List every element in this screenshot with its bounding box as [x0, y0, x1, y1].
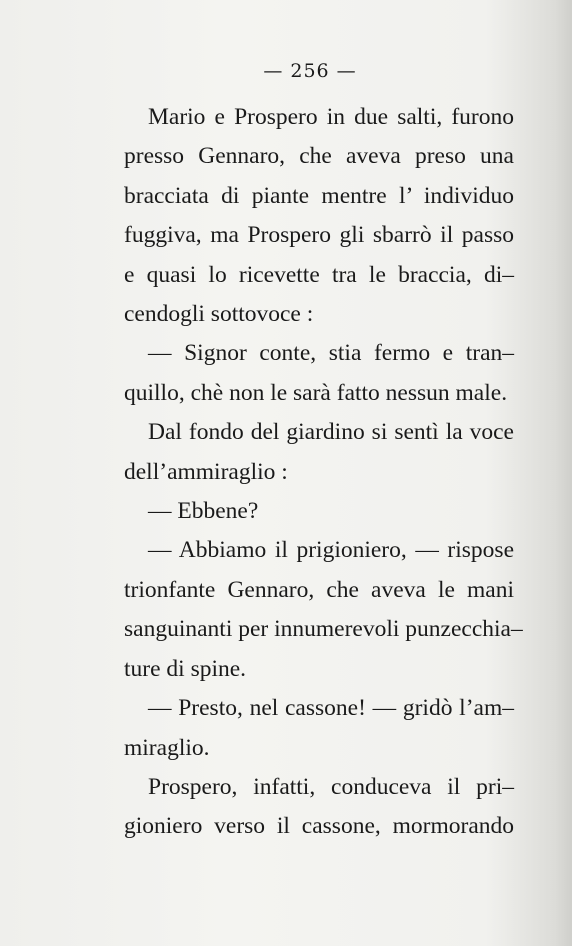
- text-line: Mario e Prospero in due salti, furono: [148, 104, 514, 130]
- text-line: e quasi lo ricevette tra le braccia, di–: [124, 261, 514, 288]
- text-line: — Presto, nel cassone! — gridò l’am–: [148, 695, 514, 722]
- text-line: presso Gennaro, che aveva preso una: [124, 143, 514, 170]
- text-line: — Abbiamo il prigioniero, — rispose: [148, 537, 514, 564]
- text-line: ture di spine.: [124, 655, 247, 682]
- text-line: sanguinanti per innumerevoli punzecchia–: [124, 616, 523, 643]
- text-line: Dal fondo del giardino si sentì la voce: [148, 419, 514, 446]
- page-number: — 256 —: [263, 60, 357, 82]
- text-line: miraglio.: [124, 734, 210, 761]
- text-line: gioniero verso il cassone, mormorando: [124, 813, 514, 840]
- text-line: — Ebbene?: [148, 498, 259, 525]
- text-line: dell’ammiraglio :: [124, 458, 288, 485]
- page-body-text: [124, 98, 523, 847]
- text-line: quillo, chè non le sarà fatto nessun male.: [124, 379, 508, 406]
- text-line: trionfante Gennaro, che aveva le mani: [124, 576, 514, 603]
- text-line: fuggiva, ma Prospero gli sbarrò il passo: [124, 222, 514, 249]
- text-line: Prospero, infatti, conduceva il pri–: [148, 773, 514, 800]
- text-line: cendogli sottovoce :: [124, 301, 314, 328]
- text-line: — Signor conte, stia fermo e tran–: [148, 340, 514, 367]
- text-line: bracciata di piante mentre l’ individuo: [124, 182, 514, 209]
